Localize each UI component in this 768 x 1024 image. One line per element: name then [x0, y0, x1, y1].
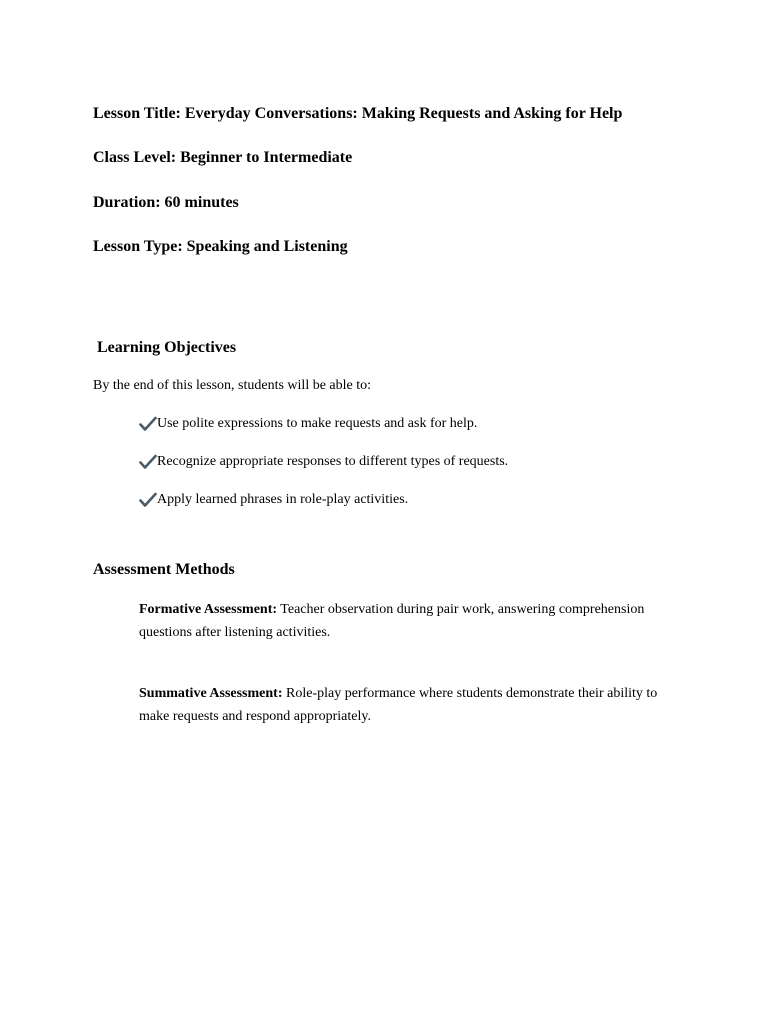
learning-objectives-heading: Learning Objectives [97, 339, 237, 356]
check-mark-icon [139, 416, 157, 432]
duration: Duration: 60 minutes [93, 194, 239, 211]
objective-text: Recognize appropriate responses to different types of requests. [157, 454, 509, 469]
objective-item [139, 453, 508, 471]
check-mark-icon [139, 454, 157, 470]
lesson-type: Lesson Type: Speaking and Listening [93, 238, 348, 255]
objective-item [139, 415, 477, 433]
class-level: Class Level: Beginner to Intermediate [93, 149, 353, 166]
formative-assessment-text: Teacher observation during pair work, answering comprehension questions after listening activities. [139, 602, 645, 640]
objective-item [139, 491, 408, 509]
objective-text: Apply learned phrases in role-play activities. [157, 492, 409, 507]
summative-assessment [139, 682, 679, 728]
formative-assessment [139, 598, 679, 644]
objectives-intro: By the end of this lesson, students will be able to: [93, 378, 372, 393]
formative-assessment-label: Formative Assessment: [139, 602, 278, 617]
summative-assessment-label: Summative Assessment: [139, 686, 283, 701]
assessment-methods-heading: Assessment Methods [93, 561, 235, 578]
check-mark-icon [139, 492, 157, 508]
objective-text: Use polite expressions to make requests and ask for help. [157, 416, 478, 431]
summative-assessment-text: Role-play performance where students demonstrate their ability to make requests and respond appropriately. [139, 686, 658, 724]
lesson-title: Lesson Title: Everyday Conversations: Making Requests and Asking for Help [93, 105, 623, 122]
